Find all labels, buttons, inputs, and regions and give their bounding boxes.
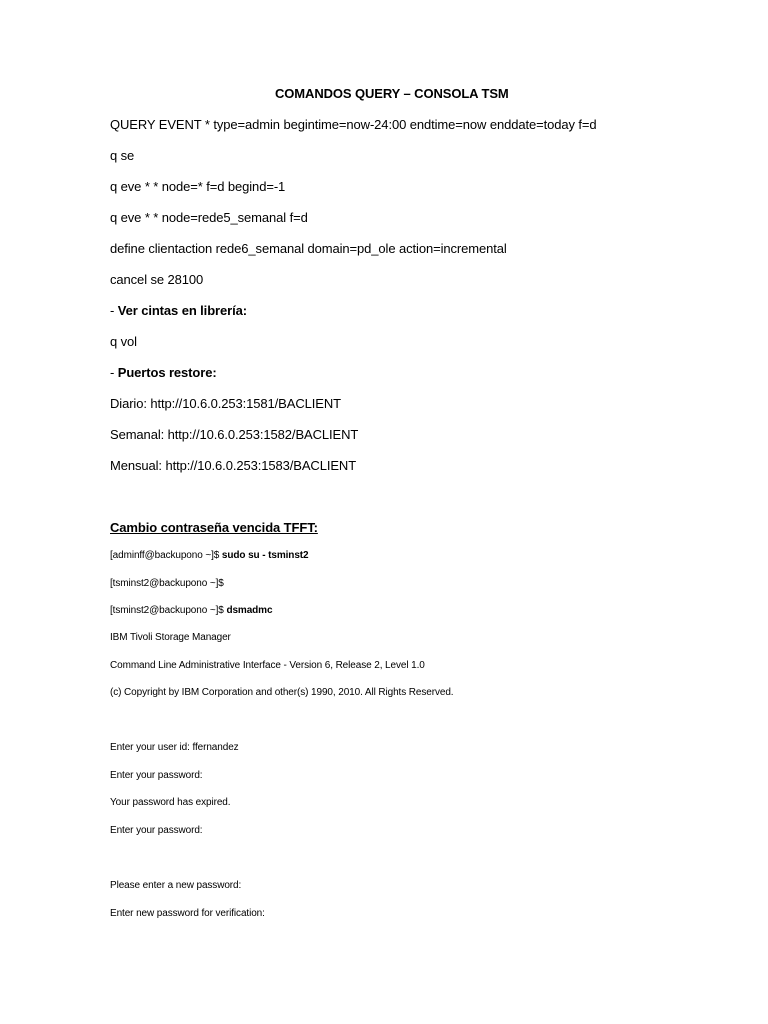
session-line: Your password has expired. <box>110 797 231 808</box>
session-line: Enter your password: <box>110 770 203 781</box>
session-line: Enter your user id: ffernandez <box>110 742 239 753</box>
shell-prompt: [tsminst2@backupono ~]$ <box>110 578 224 589</box>
banner-line: IBM Tivoli Storage Manager <box>110 632 231 643</box>
tapes-heading-text: Ver cintas en librería: <box>117 303 247 318</box>
session-line: Please enter a new password: <box>110 880 242 891</box>
shell-prompt <box>110 550 308 561</box>
port-line-mensual: Mensual: http://10.6.0.253:1583/BACLIENT <box>110 458 357 473</box>
command-line: QUERY EVENT * type=admin begintime=now-24:00 endtime=now enddate=today f=d <box>110 117 597 132</box>
list-dash: - <box>110 303 118 318</box>
ports-heading-text: Puertos restore: <box>117 365 217 380</box>
tapes-heading <box>110 303 247 318</box>
page-title: COMANDOS QUERY – CONSOLA TSM <box>275 86 509 101</box>
command-line: cancel se 28100 <box>110 272 204 287</box>
ports-heading <box>110 365 217 380</box>
port-line-semanal: Semanal: http://10.6.0.253:1582/BACLIENT <box>110 427 359 442</box>
port-line-diario: Diario: http://10.6.0.253:1581/BACLIENT <box>110 396 341 411</box>
prompt-command: dsmadmc <box>226 605 273 616</box>
tapes-command: q vol <box>110 334 137 349</box>
banner-line: (c) Copyright by IBM Corporation and other(s) 1990, 2010. All Rights Reserved. <box>110 687 454 698</box>
session-line: Enter new password for verification: <box>110 908 265 919</box>
prompt-prefix: [adminff@backupono ~]$ <box>110 550 222 561</box>
banner-line: Command Line Administrative Interface - Version 6, Release 2, Level 1.0 <box>110 660 425 671</box>
list-dash: - <box>110 365 118 380</box>
prompt-prefix: [tsminst2@backupono ~]$ <box>110 605 227 616</box>
session-line: Enter your password: <box>110 825 203 836</box>
command-line: define clientaction rede6_semanal domain=pd_ole action=incremental <box>110 241 507 256</box>
shell-prompt <box>110 605 272 616</box>
command-line: q eve * * node=rede5_semanal f=d <box>110 210 308 225</box>
password-section-heading: Cambio contraseña vencida TFFT: <box>110 520 318 535</box>
command-line: q eve * * node=* f=d begind=-1 <box>110 179 286 194</box>
command-line: q se <box>110 148 135 163</box>
prompt-command: sudo su - tsminst2 <box>221 550 309 561</box>
